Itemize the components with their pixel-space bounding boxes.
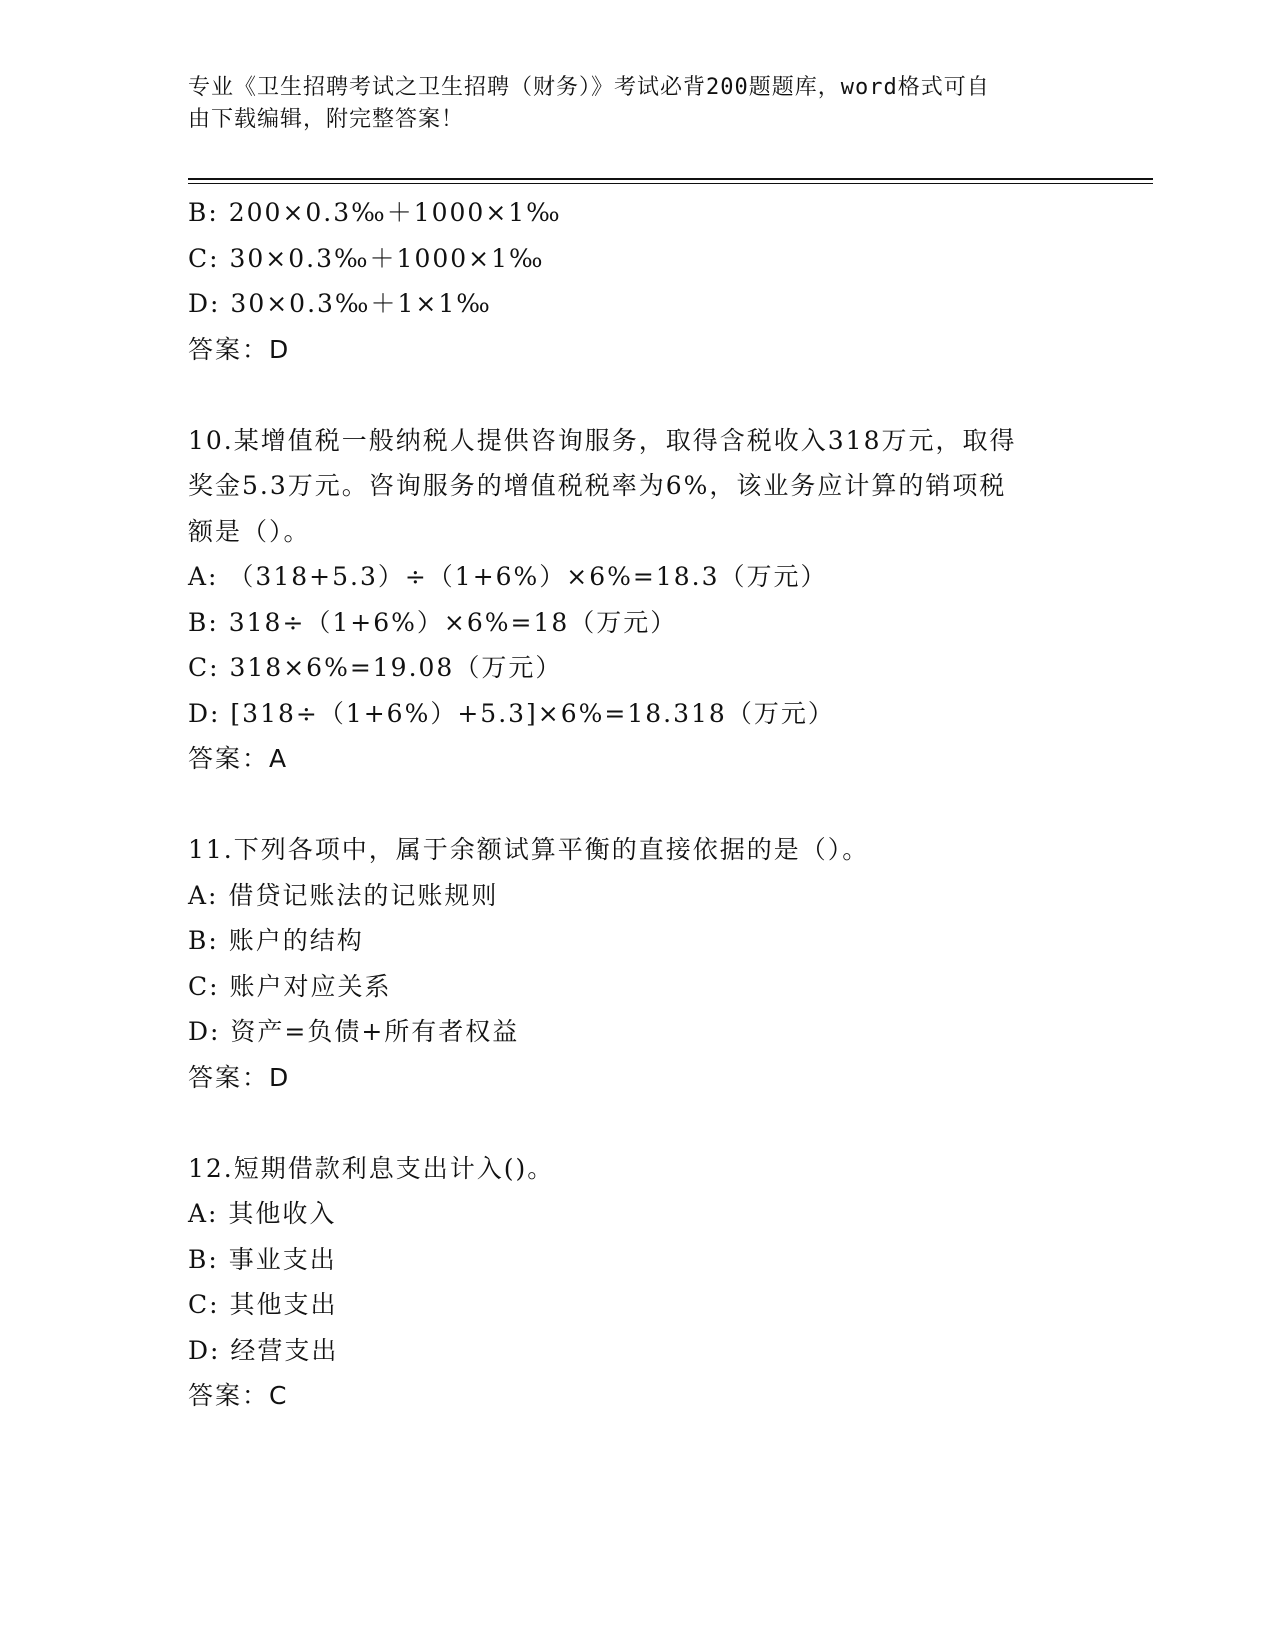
option-b: B: 200×0.3‰＋1000×1‰ — [188, 198, 562, 227]
option-c: C: 318×6%=19.08（万元） — [188, 653, 563, 682]
option-c: C: 其他支出 — [188, 1290, 338, 1319]
question-stem-line-2: 奖金5.3万元。咨询服务的增值税税率为6%，该业务应计算的销项税 — [188, 471, 1007, 500]
spacer — [188, 1100, 1108, 1146]
option-d: D: 30×0.3‰＋1×1‰ — [188, 289, 492, 318]
header-divider — [188, 178, 1153, 184]
question-9-tail — [188, 190, 1108, 372]
question-stem: 12.短期借款利息支出计入()。 — [188, 1153, 555, 1183]
header-line-1: 专业《卫生招聘考试之卫生招聘（财务）》考试必背200题题库，word格式可自 — [188, 75, 990, 100]
option-d: D: 经营支出 — [188, 1335, 339, 1365]
question-stem: 11.下列各项中，属于余额试算平衡的直接依据的是（）。 — [188, 835, 870, 864]
question-list — [188, 190, 1108, 1419]
question-11 — [188, 827, 1108, 1100]
answer: 答案：D — [188, 1062, 291, 1092]
option-a: A: （318+5.3）÷（1+6%）×6%=18.3（万元） — [188, 562, 828, 591]
option-b: B: 318÷（1+6%）×6%=18（万元） — [188, 607, 678, 637]
header-line-2: 由下载编辑，附完整答案！ — [188, 107, 465, 132]
option-d: D: [318÷（1+6%）+5.3]×6%=18.318（万元） — [188, 698, 835, 728]
spacer — [188, 372, 1108, 418]
question-12 — [188, 1146, 1108, 1419]
option-d: D: 资产=负债+所有者权益 — [188, 1017, 520, 1046]
option-a: A: 借贷记账法的记账规则 — [188, 880, 499, 910]
question-10 — [188, 418, 1108, 782]
answer: 答案：A — [188, 744, 289, 773]
question-stem-line-1: 10.某增值税一般纳税人提供咨询服务，取得含税收入318万元，取得 — [188, 425, 1017, 455]
option-c: C: 30×0.3‰＋1000×1‰ — [188, 243, 545, 273]
spacer — [188, 782, 1108, 828]
option-a: A: 其他收入 — [188, 1199, 337, 1228]
answer: 答案：C — [188, 1381, 289, 1410]
document-header — [188, 72, 1088, 136]
option-c: C: 账户对应关系 — [188, 971, 392, 1001]
answer: 答案：D — [188, 334, 291, 364]
option-b: B: 事业支出 — [188, 1244, 337, 1274]
option-b: B: 账户的结构 — [188, 926, 364, 955]
question-stem-line-3: 额是（）。 — [188, 516, 311, 546]
